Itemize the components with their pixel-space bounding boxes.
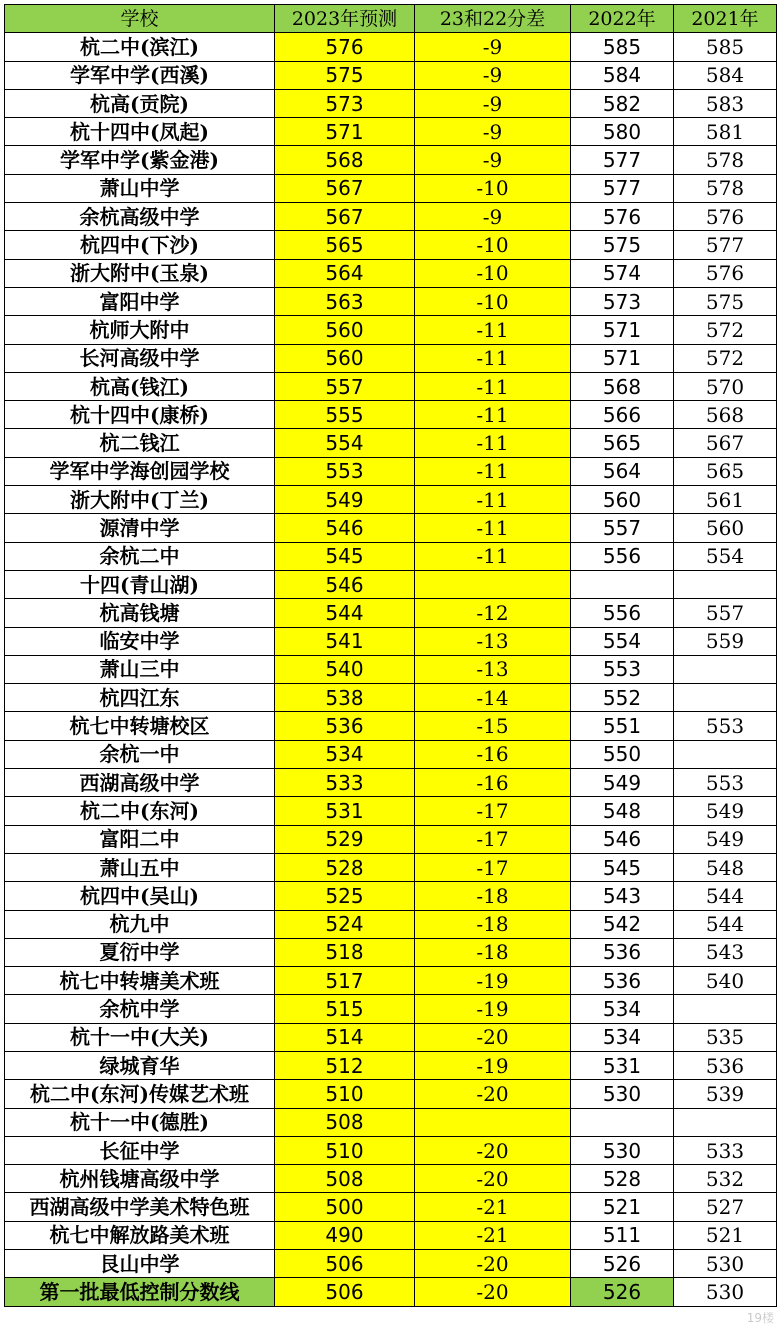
score-2022: 585 [571,33,674,61]
prediction-2023: 564 [275,259,415,287]
table-row [5,1108,777,1136]
table-row [5,1165,777,1193]
table-row [5,655,777,683]
table-row [5,712,777,740]
score-2021: 533 [674,1136,777,1164]
school-name: 杭七中解放路美术班 [5,1221,275,1249]
prediction-2023: 541 [275,627,415,655]
footer-row [5,1278,777,1306]
score-diff: -21 [415,1193,571,1221]
score-2022: 549 [571,769,674,797]
table-row [5,853,777,881]
score-2022: 536 [571,967,674,995]
table-row [5,231,777,259]
prediction-2023: 567 [275,203,415,231]
score-diff: -13 [415,655,571,683]
prediction-2023: 531 [275,797,415,825]
prediction-2023: 565 [275,231,415,259]
score-2022: 550 [571,740,674,768]
score-2022: 526 [571,1250,674,1278]
score-2021: 576 [674,203,777,231]
score-diff: -17 [415,825,571,853]
table-row [5,287,777,315]
table-row [5,344,777,372]
score-2022: 545 [571,853,674,881]
score-diff: -12 [415,599,571,627]
score-diff: -11 [415,372,571,400]
score-2022: 560 [571,486,674,514]
score-2022: 565 [571,429,674,457]
table-row [5,316,777,344]
prediction-2023: 524 [275,910,415,938]
score-2021 [674,1108,777,1136]
school-name: 杭十四中(凤起) [5,118,275,146]
score-2021: 544 [674,882,777,910]
prediction-2023: 573 [275,89,415,117]
score-2021: 540 [674,967,777,995]
prediction-2023: 557 [275,372,415,400]
score-2022: 552 [571,684,674,712]
prediction-2023: 508 [275,1165,415,1193]
score-2021 [674,655,777,683]
prediction-2023: 544 [275,599,415,627]
score-2021: 572 [674,344,777,372]
school-name: 浙大附中(丁兰) [5,486,275,514]
score-diff: -20 [415,1165,571,1193]
prediction-2023: 510 [275,1136,415,1164]
table-row [5,938,777,966]
score-2022: 564 [571,457,674,485]
school-name: 艮山中学 [5,1250,275,1278]
score-2021: 539 [674,1080,777,1108]
score-diff: -21 [415,1221,571,1249]
score-diff: -9 [415,118,571,146]
score-diff: -19 [415,995,571,1023]
prediction-2023: 555 [275,401,415,429]
score-diff: -11 [415,486,571,514]
score-2022: 571 [571,344,674,372]
score-diff: -17 [415,797,571,825]
score-2022 [571,1108,674,1136]
score-diff: -18 [415,938,571,966]
school-name: 杭二中(东河) [5,797,275,825]
score-diff [415,1108,571,1136]
school-name: 杭高钱塘 [5,599,275,627]
prediction-2023: 529 [275,825,415,853]
school-name: 杭四中(下沙) [5,231,275,259]
score-2021: 578 [674,146,777,174]
table-row [5,89,777,117]
score-diff: -10 [415,259,571,287]
score-diff: -20 [415,1023,571,1051]
prediction-2023: 540 [275,655,415,683]
score-2021: 565 [674,457,777,485]
score-2021: 583 [674,89,777,117]
table-row [5,1051,777,1079]
table-row [5,740,777,768]
school-name: 长征中学 [5,1136,275,1164]
score-2021: 572 [674,316,777,344]
prediction-2023: 575 [275,61,415,89]
table-row [5,118,777,146]
score-2021: 578 [674,174,777,202]
school-name: 西湖高级中学美术特色班 [5,1193,275,1221]
school-name: 学军中学(西溪) [5,61,275,89]
table-row [5,486,777,514]
score-2022: 542 [571,910,674,938]
score-diff: -13 [415,627,571,655]
score-2022: 548 [571,797,674,825]
table-row [5,1221,777,1249]
score-diff: -10 [415,174,571,202]
table-body [5,33,777,1278]
score-2022: 534 [571,1023,674,1051]
school-name: 十四(青山湖) [5,570,275,598]
score-2022: 553 [571,655,674,683]
prediction-2023: 514 [275,1023,415,1051]
table-row [5,995,777,1023]
score-2021: 554 [674,542,777,570]
prediction-2023: 512 [275,1051,415,1079]
score-2021 [674,570,777,598]
score-2021: 543 [674,938,777,966]
score-diff: -18 [415,882,571,910]
score-2021: 568 [674,401,777,429]
score-diff: -16 [415,769,571,797]
school-name: 余杭高级中学 [5,203,275,231]
footer-2021: 530 [674,1278,777,1306]
table-row [5,797,777,825]
school-name: 临安中学 [5,627,275,655]
table-row [5,882,777,910]
table-row [5,1080,777,1108]
header-row [5,5,777,33]
table-row [5,825,777,853]
table-row [5,174,777,202]
score-2022: 556 [571,542,674,570]
score-diff: -17 [415,853,571,881]
school-name: 杭州钱塘高级中学 [5,1165,275,1193]
table-row [5,203,777,231]
score-2022: 571 [571,316,674,344]
prediction-2023: 500 [275,1193,415,1221]
header-school: 学校 [5,5,275,33]
score-2022: 534 [571,995,674,1023]
school-name: 绿城育华 [5,1051,275,1079]
school-name: 杭十一中(德胜) [5,1108,275,1136]
school-name: 夏衍中学 [5,938,275,966]
prediction-2023: 549 [275,486,415,514]
prediction-2023: 506 [275,1250,415,1278]
prediction-2023: 525 [275,882,415,910]
score-2022: 568 [571,372,674,400]
table-row [5,967,777,995]
score-2022: 528 [571,1165,674,1193]
score-2022: 580 [571,118,674,146]
score-2021 [674,684,777,712]
score-2022: 577 [571,146,674,174]
score-2022: 576 [571,203,674,231]
score-2021: 532 [674,1165,777,1193]
score-diff: -11 [415,344,571,372]
score-2022: 530 [571,1136,674,1164]
score-2021: 576 [674,259,777,287]
school-name: 源清中学 [5,514,275,542]
score-2021: 560 [674,514,777,542]
score-2022: 582 [571,89,674,117]
prediction-2023: 508 [275,1108,415,1136]
footer-diff: -20 [415,1278,571,1306]
score-2022: 575 [571,231,674,259]
score-diff: -9 [415,33,571,61]
score-diff: -11 [415,514,571,542]
school-name: 学军中学(紫金港) [5,146,275,174]
score-2022: 566 [571,401,674,429]
score-diff: -16 [415,740,571,768]
table-row [5,684,777,712]
prediction-2023: 560 [275,344,415,372]
score-2021: 535 [674,1023,777,1051]
header-2021: 2021年 [674,5,777,33]
table-row [5,627,777,655]
prediction-2023: 510 [275,1080,415,1108]
score-diff: -11 [415,429,571,457]
score-diff: -11 [415,542,571,570]
score-2021: 577 [674,231,777,259]
prediction-2023: 538 [275,684,415,712]
score-diff: -11 [415,316,571,344]
score-2021: 549 [674,825,777,853]
score-diff: -19 [415,1051,571,1079]
score-2021: 544 [674,910,777,938]
prediction-2023: 560 [275,316,415,344]
score-2021: 553 [674,712,777,740]
score-2022 [571,570,674,598]
prediction-2023: 518 [275,938,415,966]
score-2022: 574 [571,259,674,287]
prediction-2023: 515 [275,995,415,1023]
score-diff: -9 [415,89,571,117]
score-2021: 585 [674,33,777,61]
score-2021: 561 [674,486,777,514]
score-diff: -10 [415,287,571,315]
prediction-2023: 534 [275,740,415,768]
score-diff: -9 [415,203,571,231]
school-name: 杭师大附中 [5,316,275,344]
score-2021: 527 [674,1193,777,1221]
header-2022: 2022年 [571,5,674,33]
school-name: 长河高级中学 [5,344,275,372]
prediction-2023: 571 [275,118,415,146]
score-2021: 575 [674,287,777,315]
score-2021: 559 [674,627,777,655]
score-2022: 530 [571,1080,674,1108]
school-name: 杭二钱江 [5,429,275,457]
prediction-2023: 536 [275,712,415,740]
table-row [5,769,777,797]
score-2022: 554 [571,627,674,655]
score-2022: 557 [571,514,674,542]
table-row [5,372,777,400]
prediction-2023: 553 [275,457,415,485]
school-name: 杭四江东 [5,684,275,712]
table-row [5,1136,777,1164]
school-name: 杭四中(吴山) [5,882,275,910]
score-2022: 511 [571,1221,674,1249]
score-diff: -11 [415,457,571,485]
school-name: 杭七中转塘美术班 [5,967,275,995]
school-name: 浙大附中(玉泉) [5,259,275,287]
school-name: 杭十四中(康桥) [5,401,275,429]
score-diff: -9 [415,61,571,89]
table-row [5,910,777,938]
school-name: 西湖高级中学 [5,769,275,797]
footer-2023: 506 [275,1278,415,1306]
score-diff: -20 [415,1080,571,1108]
table-row [5,259,777,287]
score-2022: 584 [571,61,674,89]
header-diff: 23和22分差 [415,5,571,33]
school-name: 萧山中学 [5,174,275,202]
score-diff: -20 [415,1250,571,1278]
table-row [5,514,777,542]
score-2022: 536 [571,938,674,966]
table-row [5,146,777,174]
score-2022: 546 [571,825,674,853]
score-2022: 543 [571,882,674,910]
prediction-2023: 563 [275,287,415,315]
prediction-2023: 533 [275,769,415,797]
table-row [5,33,777,61]
table-row [5,542,777,570]
score-2022: 521 [571,1193,674,1221]
school-name: 学军中学海创园学校 [5,457,275,485]
prediction-2023: 554 [275,429,415,457]
prediction-2023: 567 [275,174,415,202]
table-row [5,570,777,598]
school-name: 萧山五中 [5,853,275,881]
score-2021: 549 [674,797,777,825]
table-row [5,1023,777,1051]
table-row [5,1250,777,1278]
score-table [4,4,777,1307]
footer-label: 第一批最低控制分数线 [5,1278,275,1306]
school-name: 杭二中(东河)传媒艺术班 [5,1080,275,1108]
score-diff [415,570,571,598]
prediction-2023: 568 [275,146,415,174]
score-2021: 530 [674,1250,777,1278]
score-2022: 577 [571,174,674,202]
prediction-2023: 576 [275,33,415,61]
score-2022: 531 [571,1051,674,1079]
school-name: 富阳中学 [5,287,275,315]
header-2023-prediction: 2023年预测 [275,5,415,33]
table-row [5,599,777,627]
school-name: 杭高(贡院) [5,89,275,117]
score-2022: 573 [571,287,674,315]
watermark-logo: 19楼 [746,1311,774,1325]
table-row [5,429,777,457]
school-name: 萧山三中 [5,655,275,683]
school-name: 余杭二中 [5,542,275,570]
prediction-2023: 545 [275,542,415,570]
prediction-2023: 546 [275,514,415,542]
score-2021: 581 [674,118,777,146]
score-2021: 567 [674,429,777,457]
score-diff: -14 [415,684,571,712]
score-2022: 556 [571,599,674,627]
score-diff: -18 [415,910,571,938]
score-2022: 551 [571,712,674,740]
school-name: 杭二中(滨江) [5,33,275,61]
score-2021 [674,995,777,1023]
score-2021 [674,740,777,768]
score-2021: 548 [674,853,777,881]
school-name: 杭高(钱江) [5,372,275,400]
score-diff: -9 [415,146,571,174]
prediction-2023: 490 [275,1221,415,1249]
school-name: 余杭一中 [5,740,275,768]
prediction-2023: 528 [275,853,415,881]
school-name: 杭九中 [5,910,275,938]
table-row [5,457,777,485]
school-name: 杭十一中(大关) [5,1023,275,1051]
table-row [5,61,777,89]
score-diff: -10 [415,231,571,259]
score-2021: 570 [674,372,777,400]
score-diff: -19 [415,967,571,995]
score-2021: 521 [674,1221,777,1249]
score-2021: 536 [674,1051,777,1079]
score-diff: -11 [415,401,571,429]
score-2021: 557 [674,599,777,627]
score-diff: -20 [415,1136,571,1164]
school-name: 余杭中学 [5,995,275,1023]
prediction-2023: 517 [275,967,415,995]
school-name: 富阳二中 [5,825,275,853]
footer-2022: 526 [571,1278,674,1306]
table-row [5,401,777,429]
prediction-2023: 546 [275,570,415,598]
table-row [5,1193,777,1221]
school-name: 杭七中转塘校区 [5,712,275,740]
score-2021: 553 [674,769,777,797]
score-2021: 584 [674,61,777,89]
score-diff: -15 [415,712,571,740]
